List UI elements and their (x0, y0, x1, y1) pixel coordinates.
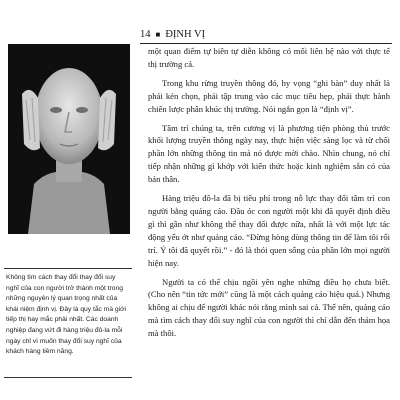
body-text (148, 45, 390, 346)
paragraph: Tâm trí chúng ta, trên cương vị là phương tiện phòng thủ trước khối lượng truyền thông ngày nay, thực hiện việc sàng lọc và từ chối phần lớn những thông tin mà nó được mời chào. Nhìn chung, nó chỉ tiếp nhận những gì khớp với kiến thức hoặc kinh nghiệm sẵn có của bản thân. (148, 122, 390, 185)
paragraph: Hàng triệu đô-la đã bị tiêu phí trong nỗ lực thay đổi tâm trí con người bằng quảng cáo. Đầu óc con người một khi đã quyết định điều gì thì gần như không thể thay đổi được nữa, nhất là với một lực tác động yếu ớt như quảng cáo. “Đừng hòng dùng thông tin để làm tôi rối trí. Ý tôi đã quyết rồi.” - đó là thói quen sống của phần lớn mọi người hiện nay. (148, 193, 390, 268)
face-illustration (8, 44, 130, 234)
paragraph: Người ta có thể chịu ngồi yên nghe những điều họ chưa biết. (Cho nên “tin tức mới” cũng là một cách quảng cáo hiệu quả.) Nhưng không ai chịu để người khác nói rằng mình sai cả. Thế nên, quảng cáo mà tìm cách thay đổi suy nghĩ của con người thì chỉ dẫn đến thảm họa mà thôi. (148, 276, 390, 339)
chapter-title: ĐỊNH VỊ (165, 28, 206, 40)
square-bullet-icon: ■ (155, 29, 161, 39)
paragraph: Trong khu rừng truyền thông đó, hy vọng “ghi bàn” duy nhất là phải kén chọn, phải tập trung vào các mục tiêu hẹp, phải thực hành chiến lược phân khúc thị trường. Nói ngắn gọn là “định vị”. (148, 77, 390, 114)
caption-box (4, 268, 132, 378)
photo-face-covering-ears (8, 44, 130, 234)
page-number: 14 (140, 28, 151, 40)
caption-text: Không tìm cách thay đổi thay đổi suy nghĩ của con người trở thành một trong những nguyên lý quan trọng nhất của khái niệm định vị. Đây là quy tắc mà giới tiếp thị hay mắc phải nhất. Các doanh nghiệp đang vứt đi hàng triệu đô-la mỗi ngày chỉ vì muốn thay đổi suy nghĩ của khách hàng tiềm năng. (6, 274, 126, 356)
paragraph: một quan điểm tự biên tự diễn không có mối liên hệ nào với thực tế thị trường cả. (148, 46, 390, 69)
running-header (140, 26, 392, 42)
header-rule (140, 43, 392, 44)
